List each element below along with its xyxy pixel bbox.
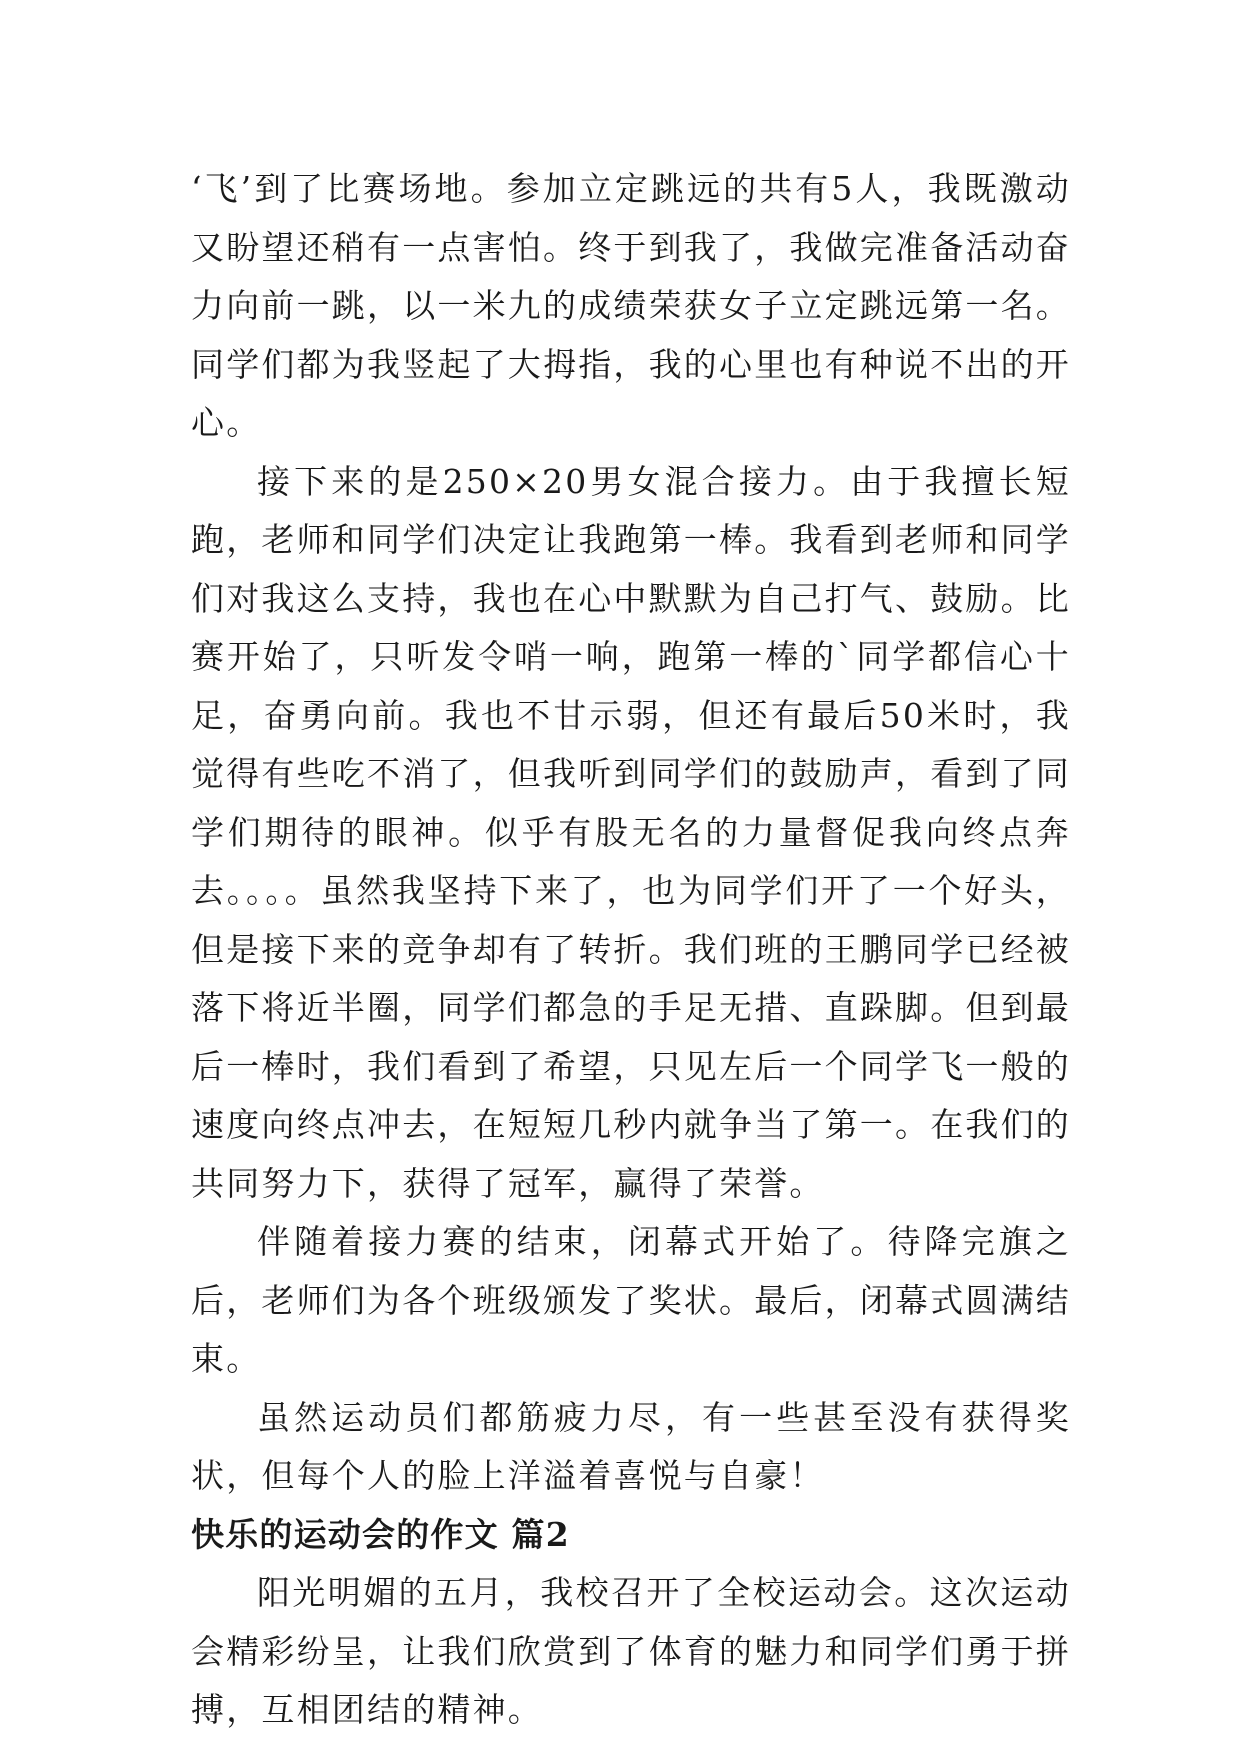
paragraph-2: 接下来的是250×20男女混合接力。由于我擅长短跑，老师和同学们决定让我跑第一棒。我看到老师和同学们对我这么支持，我也在心中默默为自己打气、鼓励。比赛开始了，只听发令哨一响，跑第一棒的`同学都信心十足，奋勇向前。我也不甘示弱，但还有最后50米时，我觉得有些吃不消了，但我听到同学们的鼓励声，看到了同学们期待的眼神。似乎有股无名的力量督促我向终点奔去。。。。虽然我坚持下来了，也为同学们开了一个好头，但是接下来的竞争却有了转折。我们班的王鹏同学已经被落下将近半圈，同学们都急的手足无措、直跺脚。但到最后一棒时，我们看到了希望，只见左后一个同学飞一般的速度向终点冲去，在短短几秒内就争当了第一。在我们的共同努力下，获得了冠军，赢得了荣誉。 bbox=[191, 461, 1071, 1203]
document-body bbox=[191, 160, 1071, 1740]
section-heading: 快乐的运动会的作文 篇2 bbox=[191, 1514, 570, 1554]
paragraph-1: ‘飞’到了比赛场地。参加立定跳远的共有5人，我既激动又盼望还稍有一点害怕。终于到我了，我做完准备活动奋力向前一跳，以一米九的成绩荣获女子立定跳远第一名。同学们都为我竖起了大拇指，我的心里也有种说不出的开心。 bbox=[191, 169, 1071, 442]
paragraph-5: 阳光明媚的五月，我校召开了全校运动会。这次运动会精彩纷呈，让我们欣赏到了体育的魅力和同学们勇于拼搏，互相团结的精神。 bbox=[191, 1573, 1071, 1729]
paragraph-3: 伴随着接力赛的结束，闭幕式开始了。待降完旗之后，老师们为各个班级颁发了奖状。最后，闭幕式圆满结束。 bbox=[191, 1222, 1071, 1378]
paragraph-4: 虽然运动员们都筋疲力尽，有一些甚至没有获得奖状，但每个人的脸上洋溢着喜悦与自豪！ bbox=[191, 1397, 1071, 1495]
